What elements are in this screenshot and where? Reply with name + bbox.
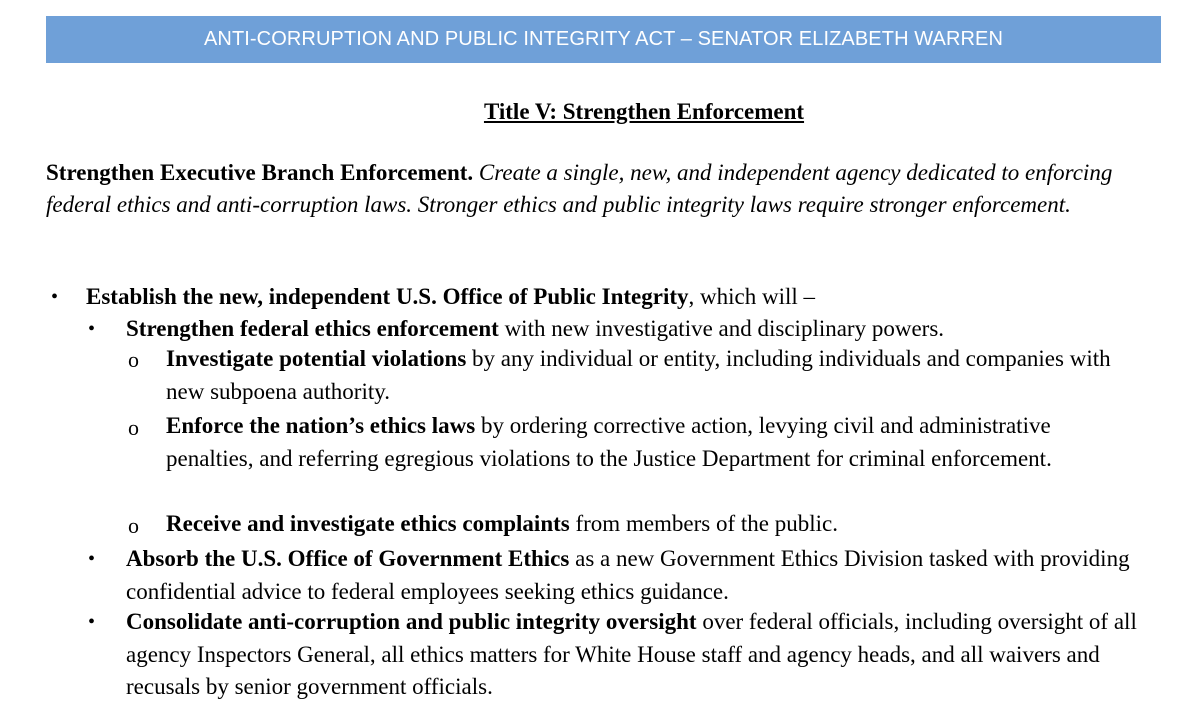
item-bold: Investigate potential violations <box>166 346 467 371</box>
item-text: , which will – <box>688 284 816 309</box>
intro-lead: Strengthen Executive Branch Enforcement. <box>46 160 474 185</box>
list-item-absorb-oge <box>126 543 1141 608</box>
bullet-marker: • <box>88 548 96 570</box>
item-bold: Establish the new, independent U.S. Office of Public Integrity <box>86 284 689 309</box>
section-intro <box>46 157 1156 220</box>
sub-bullet-marker: o <box>128 347 139 372</box>
item-bold: Enforce the nation’s ethics laws <box>166 413 476 438</box>
item-bold: Consolidate anti-corruption and public integrity oversight <box>126 609 697 634</box>
item-text: from members of the public. <box>569 511 838 536</box>
item-text: as a new Government Ethics Division tasked with providing confidential advice to federal employees seeking ethics guidance. <box>126 546 1130 604</box>
list-item-ethics-enforcement <box>126 313 1166 346</box>
item-bold: Absorb the U.S. Office of Government Ethics <box>126 546 570 571</box>
item-bold: Strengthen federal ethics enforcement <box>126 316 499 341</box>
bullet-marker: • <box>88 611 96 633</box>
item-text: over federal officials, including oversight of all agency Inspectors General, all ethics matters for White House staff and agency heads, and all waivers and recusals by senior government officials. <box>126 609 1137 699</box>
list-item-investigate-violations <box>166 343 1111 408</box>
item-text: by any individual or entity, including individuals and companies with new subpoena authority. <box>166 346 1111 404</box>
list-item-ethics-complaints <box>166 508 1166 541</box>
item-text: with new investigative and disciplinary powers. <box>498 316 945 341</box>
section-title: Title V: Strengthen Enforcement <box>483 99 805 124</box>
list-item-enforce-ethics-laws <box>166 410 1126 475</box>
list-item-consolidate-oversight <box>126 606 1161 704</box>
intro-description: Create a single, new, and independent agency dedicated to enforcing federal ethics and anti-corruption laws. Stronger ethics and public integrity laws require stronger enforcement. <box>46 160 1113 217</box>
item-text: by ordering corrective action, levying civil and administrative penalties, and referring egregious violations to the Justice Department for criminal enforcement. <box>166 413 1052 471</box>
header-banner <box>46 16 1161 63</box>
list-item-office-of-public-integrity <box>86 281 1166 314</box>
sub-bullet-marker: o <box>128 415 139 440</box>
banner-title: ANTI-CORRUPTION AND PUBLIC INTEGRITY ACT – SENATOR ELIZABETH WARREN <box>203 28 1004 50</box>
sub-bullet-marker: o <box>128 513 139 538</box>
bullet-marker: • <box>88 318 96 340</box>
item-bold: Receive and investigate ethics complaints <box>166 511 570 536</box>
bullet-marker: • <box>51 286 59 308</box>
